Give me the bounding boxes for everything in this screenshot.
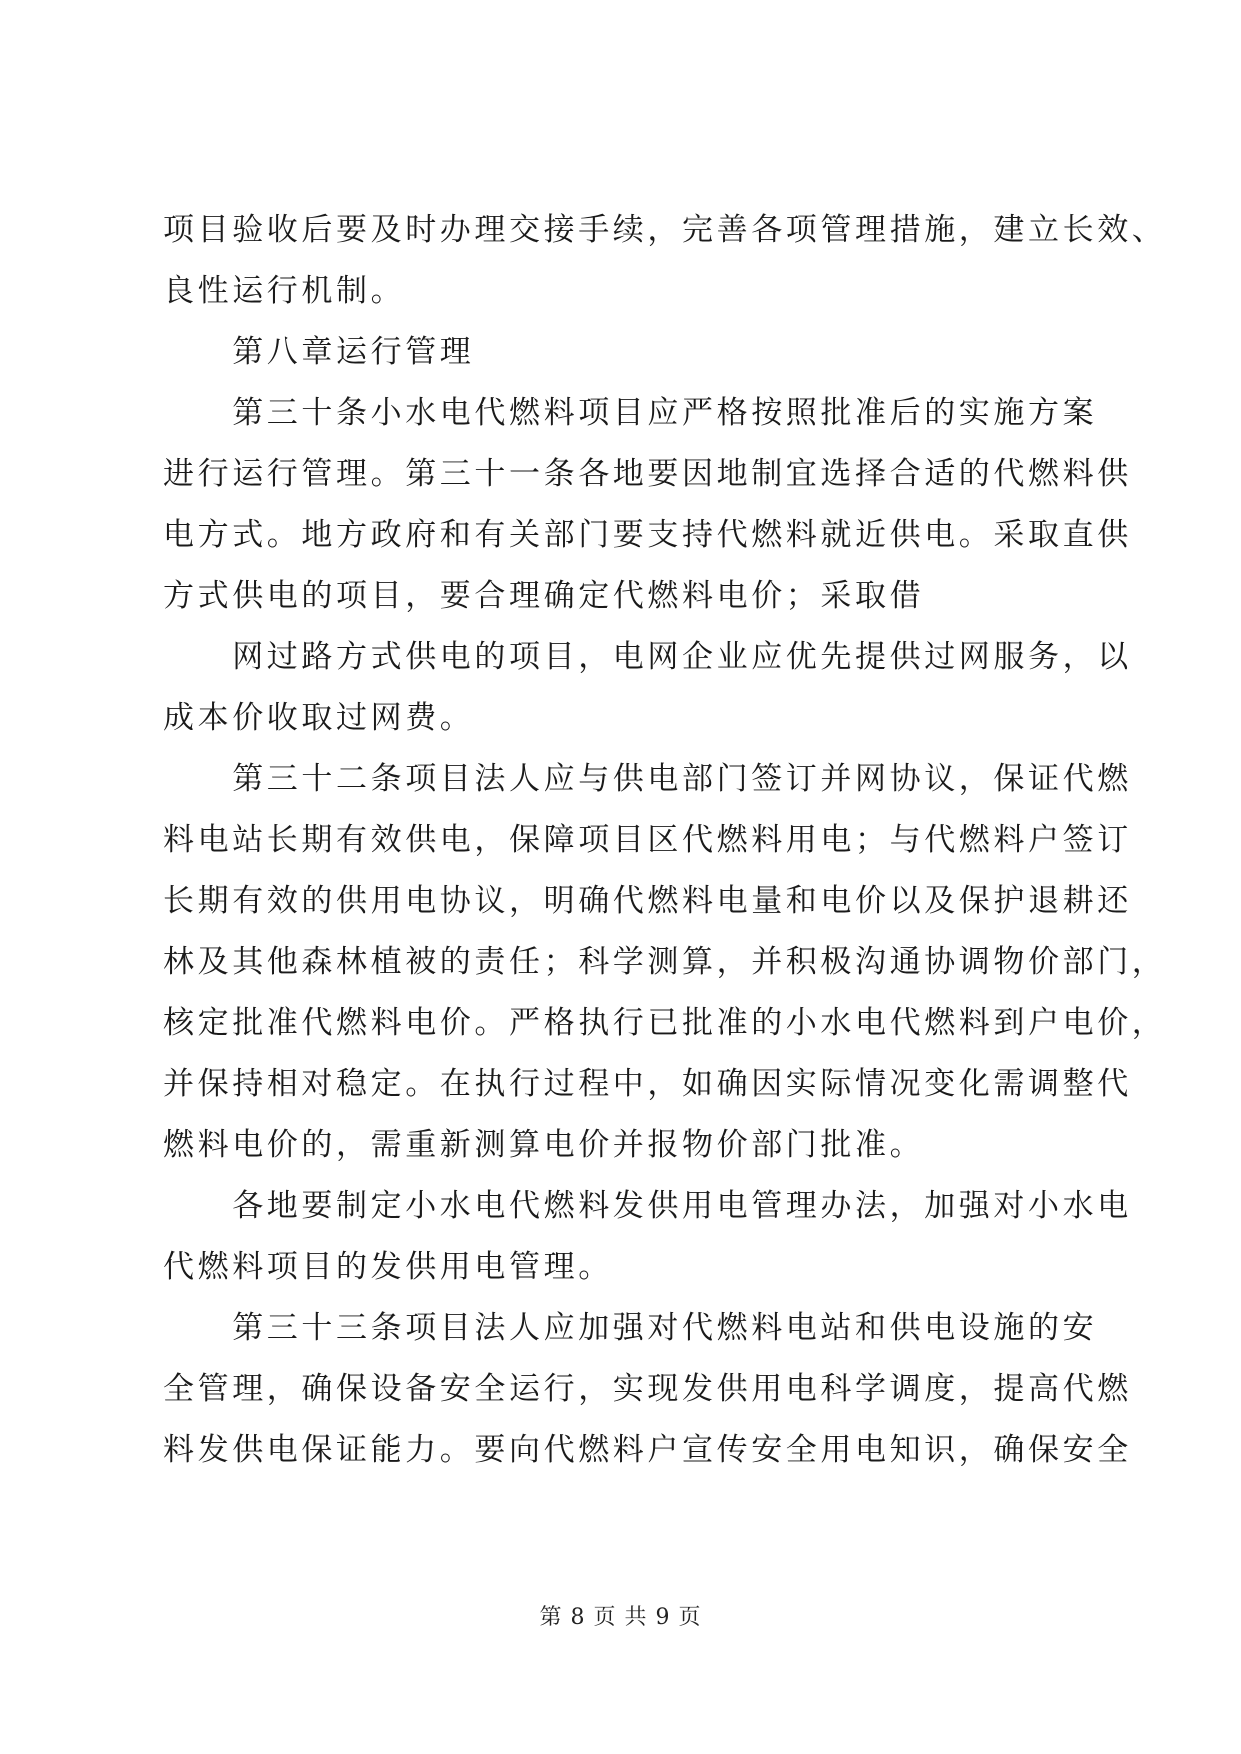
body-text (163, 200, 1167, 1481)
text-line: 长期有效的供用电协议，明确代燃料电量和电价以及保护退耕还 (163, 883, 1132, 919)
text-line: 代燃料项目的发供用电管理。 (163, 1249, 613, 1285)
text-line: 成本价收取过网费。 (163, 700, 475, 736)
text-line: 核定批准代燃料电价。严格执行已批准的小水电代燃料到户电价， (163, 1005, 1167, 1041)
text-line: 电方式。地方政府和有关部门要支持代燃料就近供电。采取直供 (163, 517, 1132, 553)
text-line: 第三十条小水电代燃料项目应严格按照批准后的实施方案 (163, 395, 1098, 431)
text-line: 全管理，确保设备安全运行，实现发供用电科学调度，提高代燃 (163, 1371, 1132, 1407)
text-line: 项目验收后要及时办理交接手续，完善各项管理措施，建立长效、 (163, 212, 1167, 248)
chapter-heading: 第八章运行管理 (163, 334, 475, 370)
text-line: 并保持相对稳定。在执行过程中，如确因实际情况变化需调整代 (163, 1066, 1132, 1102)
text-line: 各地要制定小水电代燃料发供用电管理办法，加强对小水电 (163, 1188, 1132, 1224)
text-line: 料电站长期有效供电，保障项目区代燃料用电；与代燃料户签订 (163, 822, 1132, 858)
text-line: 料发供电保证能力。要向代燃料户宣传安全用电知识，确保安全 (163, 1432, 1132, 1468)
text-line: 第三十二条项目法人应与供电部门签订并网协议，保证代燃 (163, 761, 1132, 797)
text-line: 方式供电的项目，要合理确定代燃料电价；采取借 (163, 578, 925, 614)
page-footer: 第 8 页 共 9 页 (539, 1605, 702, 1630)
text-line: 进行运行管理。第三十一条各地要因地制宜选择合适的代燃料供 (163, 456, 1132, 492)
text-line: 燃料电价的，需重新测算电价并报物价部门批准。 (163, 1127, 925, 1163)
text-line: 林及其他森林植被的责任；科学测算，并积极沟通协调物价部门， (163, 944, 1167, 980)
text-line: 网过路方式供电的项目，电网企业应优先提供过网服务，以 (163, 639, 1132, 675)
text-line: 第三十三条项目法人应加强对代燃料电站和供电设施的安 (163, 1310, 1098, 1346)
text-line: 良性运行机制。 (163, 273, 406, 309)
